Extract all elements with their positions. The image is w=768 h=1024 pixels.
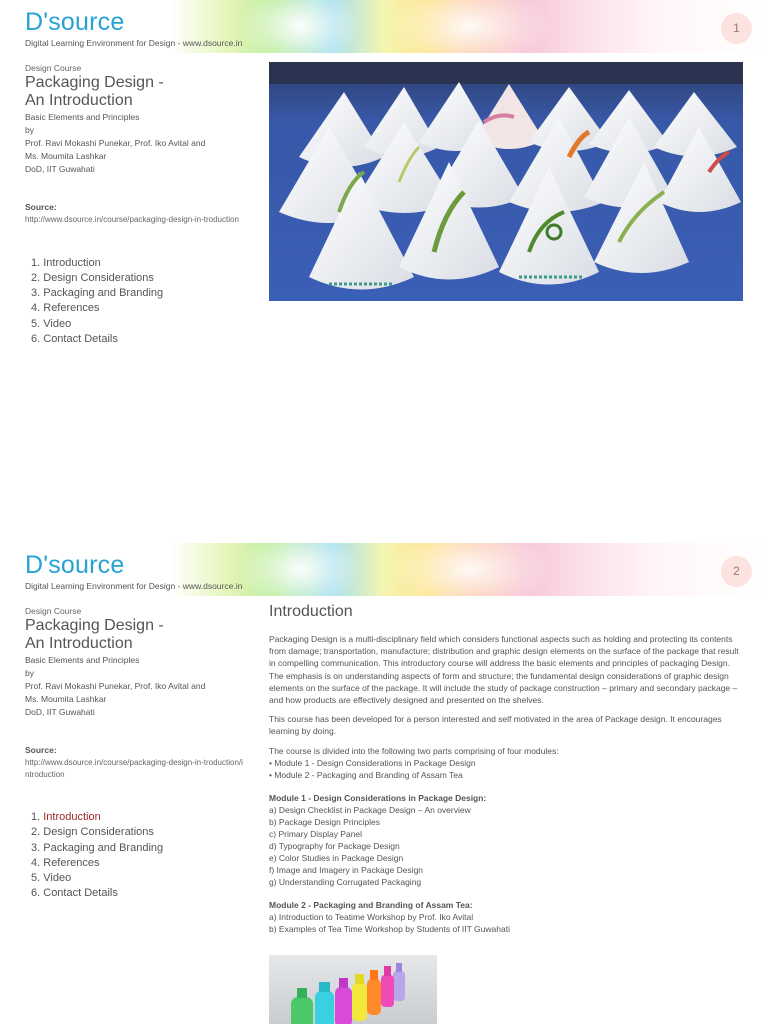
introduction-content [269,603,743,935]
course-title-line1: Packaging Design - [25,74,164,91]
table-of-contents [31,256,250,348]
authors-block [25,667,250,719]
module-1-title: Module 1 - Design Considerations in Package Design: [269,792,487,803]
by-label: by [25,125,34,135]
module-1-item: b) Package Design Principles [269,816,381,827]
toc-item-contact-details[interactable]: 6. Contact Details [31,887,118,900]
module-1-item: f) Image and Imagery in Package Design [269,864,424,875]
toc-item-design-considerations[interactable]: 2. Design Considerations [31,826,154,839]
module-bullet: • Module 1 - Design Considerations in Package Design [269,757,476,768]
toc-item-video[interactable]: 5. Video [31,317,72,330]
module-1-list [269,792,743,888]
module-2-list [269,899,743,935]
course-title [25,617,250,653]
toc-item-packaging-branding[interactable]: 3. Packaging and Branding [31,287,164,300]
course-subtitle: Basic Elements and Principles [25,112,140,122]
table-of-contents [31,810,250,902]
page-number-badge: 1 [721,13,752,44]
header-banner [0,0,768,53]
toc-item-references[interactable]: 4. References [31,856,100,869]
toc-item-references[interactable]: 4. References [31,302,100,315]
paper-packages-illustration [269,62,743,301]
slide-2 [0,543,768,1024]
course-title-line2: An Introduction [25,92,133,109]
authors-line2: Ms. Moumita Lashkar [25,151,107,161]
source-url-link[interactable]: http://www.dsource.in/course/packaging-design-in-troduction [25,215,239,224]
toc-item-packaging-branding[interactable]: 3. Packaging and Branding [31,841,164,854]
authors-line1: Prof. Ravi Mokashi Punekar, Prof. Iko Avital and [25,681,206,691]
intro-paragraph-2: This course has been developed for a person interested and self motivated in the area of Package design. It encourages learning by doing. [269,714,722,737]
module-1-item: a) Design Checklist in Package Design – An overview [269,804,471,815]
module-1-item: c) Primary Display Panel [269,828,363,839]
authors-line1: Prof. Ravi Mokashi Punekar, Prof. Iko Avital and [25,138,206,148]
by-label: by [25,668,34,678]
packaging-models-photo [269,62,743,301]
course-title [25,74,250,110]
source-label: Source: [25,202,57,212]
colored-bottles-illustration [269,955,437,1024]
modules-overview [269,745,743,781]
module-2-item: a) Introduction to Teatime Workshop by Prof. Iko Avital [269,911,474,922]
modules-intro: The course is divided into the following two parts comprising of four modules: [269,745,559,756]
course-label: Design Course [25,63,82,73]
course-info-panel [25,63,250,347]
module-1-item: g) Understanding Corrugated Packaging [269,876,422,887]
bottles-render-image [269,955,437,1024]
module-2-title: Module 2 - Packaging and Branding of Assam Tea: [269,899,473,910]
page-number-badge: 2 [721,556,752,587]
dsource-logo[interactable]: D'source [25,8,125,36]
institution: DoD, IIT Guwahati [25,164,95,174]
dsource-logo[interactable]: D'source [25,551,125,579]
source-label: Source: [25,745,57,755]
slide-separator [0,500,768,543]
module-1-item: e) Color Studies in Package Design [269,852,404,863]
course-title-line1: Packaging Design - [25,617,164,634]
module-bullet: • Module 2 - Packaging and Branding of Assam Tea [269,769,463,780]
slide-1 [0,0,768,500]
toc-item-video[interactable]: 5. Video [31,872,72,885]
source-url-link[interactable]: http://www.dsource.in/course/packaging-design-in-troduction/introduction [25,758,243,779]
header-banner [0,543,768,596]
intro-paragraph-1: Packaging Design is a multi-disciplinary field which considers functional aspects such as holding and protecting its contents from damage; transportation, manufacture; distribution and graphic design elements on the surface of the package that result in compelling communication. This introductory course will address the basic elements and principles of packaging Design. The emphasis is on understanding aspects of form and structure; the fundamental design considerations of graphic design elements on the surface of the package. It will include the study of package construction – primary and secondary package – and how products are effectively designed and presented on the shelves. [269,634,739,706]
course-label: Design Course [25,606,82,616]
course-subtitle: Basic Elements and Principles [25,655,140,665]
institution: DoD, IIT Guwahati [25,707,95,717]
toc-item-introduction[interactable]: 1. Introduction [31,811,101,823]
course-title-line2: An Introduction [25,635,133,652]
authors-block [25,124,250,176]
toc-item-introduction[interactable]: 1. Introduction [31,256,101,269]
toc-item-design-considerations[interactable]: 2. Design Considerations [31,271,154,284]
course-info-panel [25,606,250,902]
module-1-item: d) Typography for Package Design [269,840,400,851]
section-heading: Introduction [269,603,353,620]
authors-line2: Ms. Moumita Lashkar [25,694,107,704]
toc-item-contact-details[interactable]: 6. Contact Details [31,332,118,345]
module-2-item: b) Examples of Tea Time Workshop by Students of IIT Guwahati [269,923,510,934]
tagline: Digital Learning Environment for Design - www.dsource.in [25,38,243,48]
tagline: Digital Learning Environment for Design - www.dsource.in [25,581,243,591]
